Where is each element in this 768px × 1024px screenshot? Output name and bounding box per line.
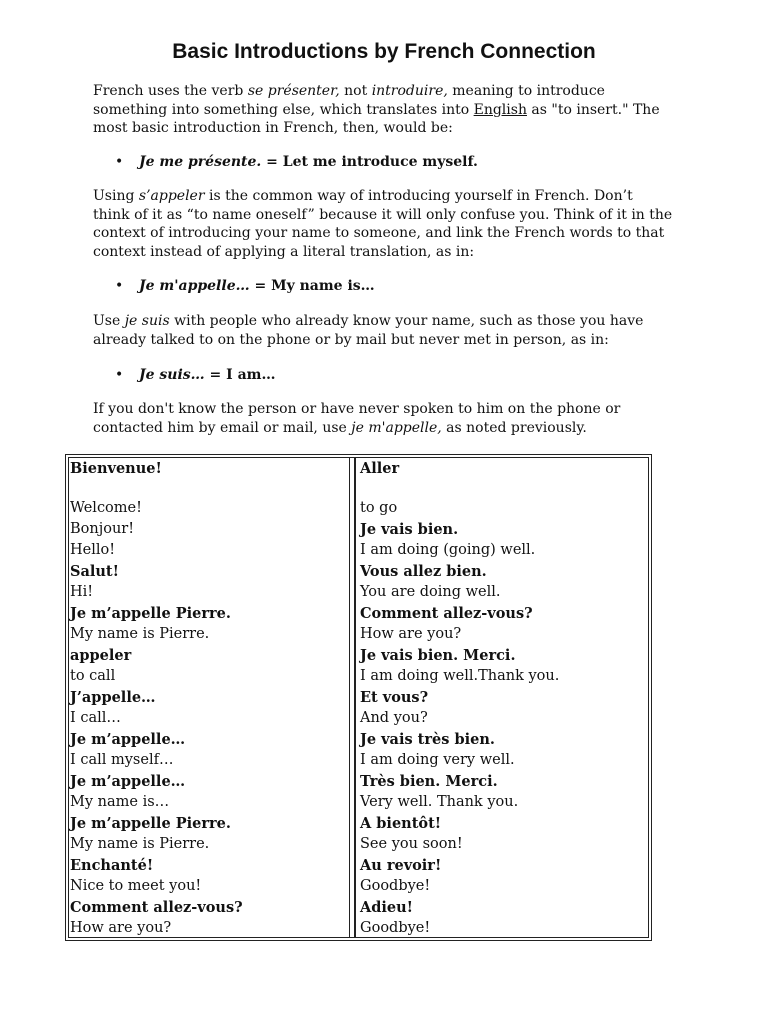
p3-term-je-suis: je suis: [124, 313, 170, 329]
bullet1-french: Je me présente.: [139, 154, 262, 170]
table-column-right: [355, 458, 648, 937]
table-translation: Very well. Thank you.: [360, 794, 519, 810]
p4-term-je-mappelle: je m'appelle,: [351, 419, 442, 436]
table-translation: My name is Pierre.: [70, 626, 210, 642]
p1-text-a: French uses the verb: [93, 83, 248, 99]
table-translation: How are you?: [70, 920, 172, 936]
p1-term-introduire: introduire,: [371, 83, 448, 99]
table-term: Salut!: [70, 563, 119, 580]
table-translation: I am doing (going) well.: [360, 542, 536, 558]
table-term: Comment allez-vous?: [70, 899, 243, 916]
p4-text-a: If you don't know the person or have never spoken to him on the phone or contacted him by email or mail, use: [93, 401, 621, 436]
bullet-je-me-presente: [115, 153, 675, 171]
table-translation: Goodbye!: [360, 878, 431, 894]
bullet2-french: Je m'appelle…: [139, 278, 250, 294]
table-term: A bientôt!: [360, 815, 442, 832]
bullet-je-suis: [115, 366, 675, 384]
p3-text-c: with people who already know your name, such as those you have already talked to on the phone or by mail but never met in person, as in:: [93, 313, 644, 348]
closing-paragraph: [93, 400, 673, 437]
table-term: Au revoir!: [360, 857, 442, 874]
p1-term-se-presenter: se présenter,: [247, 83, 340, 99]
table-spacer: [69, 479, 349, 498]
p2-text-c: is the common way of introducing yourself in French. Don’t think of it as “to name oneself” because it will only confuse you. Think of it in the context of introducing your name to someone, and link the French words to that context instead of applying a literal translation, as in:: [93, 188, 673, 260]
bullet1-english: = Let me introduce myself.: [261, 154, 478, 170]
table-spacer: [356, 479, 648, 498]
p2-text-a: Using: [93, 188, 139, 204]
table-translation: How are you?: [360, 626, 462, 642]
table-term: Comment allez-vous?: [360, 605, 533, 622]
table-translation: I am doing well.Thank you.: [360, 668, 560, 684]
bullet-dot-icon: •: [115, 278, 124, 294]
p1-text-g: as "to insert." The most basic introduction in French, then, would be:: [93, 101, 660, 136]
je-suis-paragraph: [93, 312, 673, 349]
bullet-je-mappelle: [115, 277, 675, 295]
intro-paragraph: [93, 82, 673, 138]
table-translation: You are doing well.: [360, 584, 501, 600]
table-translation: And you?: [360, 710, 428, 726]
table-translation: I call…: [70, 710, 121, 726]
table-translation: Hi!: [70, 584, 94, 600]
table-term: Je m’appelle…: [70, 731, 186, 748]
table-term: Enchanté!: [70, 857, 154, 874]
english-link[interactable]: English: [473, 101, 527, 118]
table-translation: Goodbye!: [360, 920, 431, 936]
page-title: Basic Introductions by French Connection: [172, 40, 596, 63]
table-term: appeler: [70, 647, 132, 664]
table-term: Adieu!: [360, 899, 414, 916]
table-term: Je vais très bien.: [360, 731, 495, 748]
table-translation: Welcome!: [70, 500, 142, 516]
table-term: J’appelle…: [70, 689, 156, 706]
p1-text-e: meaning to introduce something into something else, which translates into: [93, 83, 605, 118]
table-translation: I am doing very well.: [360, 752, 515, 768]
bullet-dot-icon: •: [115, 367, 124, 383]
bullet2-english: = My name is…: [249, 278, 375, 294]
table-term: Je m’appelle Pierre.: [70, 605, 231, 622]
table-translation: I call myself…: [70, 752, 174, 768]
table-term: Je m’appelle Pierre.: [70, 815, 231, 832]
p3-text-a: Use: [93, 313, 125, 329]
bullet3-french: Je suis…: [139, 367, 205, 383]
table-translation: to call: [70, 668, 116, 684]
table-term: Très bien. Merci.: [360, 773, 498, 790]
table-term: Je vais bien.: [360, 521, 459, 538]
table-translation: See you soon!: [360, 836, 463, 852]
p1-text-c: not: [339, 83, 372, 99]
table-term: Vous allez bien.: [360, 563, 487, 580]
table-translation: to go: [360, 500, 398, 516]
p4-text-c: as noted previously.: [441, 419, 587, 436]
table-translation: My name is Pierre.: [70, 836, 210, 852]
table-term: Et vous?: [360, 689, 429, 706]
table-translation: Nice to meet you!: [70, 878, 202, 894]
table-column-left: [69, 458, 350, 937]
table-term: Je m’appelle…: [70, 773, 186, 790]
table-translation: Hello!: [70, 542, 116, 558]
vocabulary-table-inner: [68, 457, 649, 938]
bullet-dot-icon: •: [115, 154, 124, 170]
bullet3-english: = I am…: [204, 367, 276, 383]
table-term: Bienvenue!: [70, 460, 162, 477]
table-term: Aller: [360, 460, 400, 477]
table-translation: My name is…: [70, 794, 170, 810]
sappeler-paragraph: [93, 187, 673, 261]
p2-term-sappeler: s’appeler: [138, 188, 205, 204]
vocabulary-table: [65, 454, 652, 941]
table-term: Je vais bien. Merci.: [360, 647, 516, 664]
table-translation: Bonjour!: [70, 521, 135, 537]
